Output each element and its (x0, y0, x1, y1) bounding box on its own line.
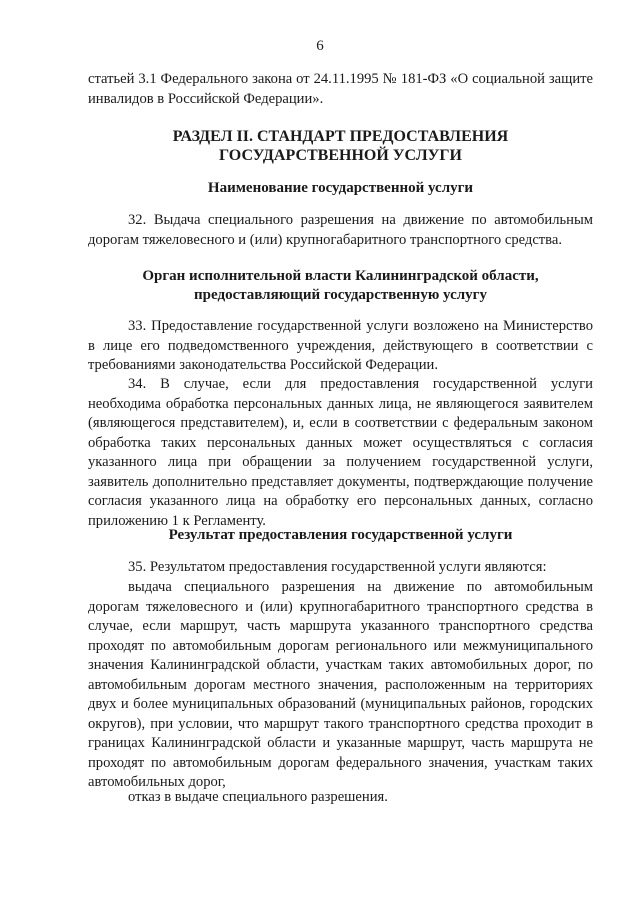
paragraph-35-item1 (88, 578, 593, 793)
intro-paragraph (88, 70, 593, 109)
subheading-result: Результат предоставления государственной услуги (168, 527, 513, 543)
para-33-text: 33. Предоставление государственной услуги возложено на Министерство в лице его подведомственного учреждения, действующего в соответствии с требованиями законодательства Российской Федерации. (88, 318, 593, 373)
subheading-service-name: Наименование государственной услуги (207, 180, 474, 196)
para-34-text: 34. В случае, если для предоставления государственной услуги необходима обработка персональных данных лица, не являющегося заявителем (являющегося представителем), и, если в соответствии с федеральным законом обработка таких персональных данных может осуществляться с согласия указанного лица при обращении за получением государственной услуги, заявитель дополнительно представляет документы, подтверждающие получение согласия указанного лица на обработку его персональных данных, согласно приложению 1 к Регламенту. (88, 376, 593, 529)
paragraph-35-item2 (88, 788, 593, 808)
section-heading-line1: РАЗДЕЛ II. СТАНДАРТ ПРЕДОСТАВЛЕНИЯ (172, 128, 509, 145)
section-heading (88, 127, 593, 165)
paragraph-33 (88, 317, 593, 376)
section-heading-line2: ГОСУДАРСТВЕННОЙ УСЛУГИ (219, 147, 462, 164)
page-number: 6 (316, 38, 324, 54)
subheading-authority-line2: предоставляющий государственную услугу (194, 287, 487, 303)
intro-text: статьей 3.1 Федерального закона от 24.11.1995 № 181-ФЗ «О социальной защите инвалидов в Российской Федерации». (88, 71, 593, 107)
paragraph-34 (88, 375, 593, 531)
paragraph-35 (88, 558, 593, 578)
para-35-item1-text: выдача специального разрешения на движение по автомобильным дорогам тяжеловесного и (или) крупногабаритного транспортного средства в случае, если маршрут, часть маршрута указанного транспортного средства проходят по автомобильным дорогам регионального или межмуниципального значения Калининградской области, участкам таких автомобильных дорог, по автомобильным дорогам местного значения, расположенным на территориях двух и более муниципальных образований (муниципальных районов, городских округов), при условии, что маршрут такого транспортного средства проходит в границах Калининградской области и указанные маршрут, часть маршрута не проходят по автомобильным дорогам федерального значения, участкам таких автомобильных дорог, (88, 579, 593, 790)
paragraph-32 (88, 211, 593, 250)
para-35-item2-text: отказ в выдаче специального разрешения. (128, 789, 388, 805)
subheading-authority-line1: Орган исполнительной власти Калининградской области, (142, 268, 539, 284)
para-35-text: 35. Результатом предоставления государственной услуги являются: (128, 559, 547, 575)
para-32-text: 32. Выдача специального разрешения на движение по автомобильным дорогам тяжеловесного и (или) крупногабаритного транспортного средства. (88, 212, 593, 248)
subheading-authority (88, 267, 593, 305)
